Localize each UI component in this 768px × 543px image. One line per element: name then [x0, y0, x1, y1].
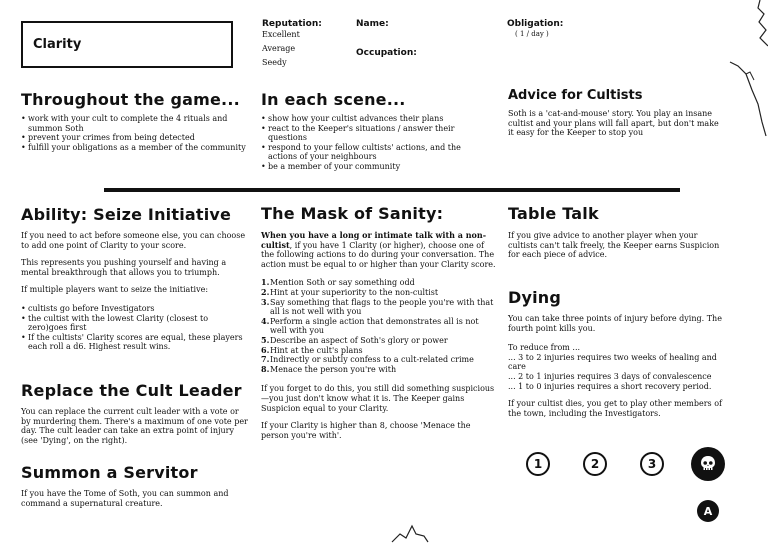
list-item: • respond to your fellow cultists' actions, and the actions of your neighbours [261, 143, 486, 162]
reputation-average[interactable]: Average [262, 44, 296, 53]
replace-title: Replace the Cult Leader [21, 381, 242, 400]
mask-intro [261, 231, 497, 269]
list-item: • If the cultists' Clarity scores are equal, these players each roll a d6. Highest result wins. [21, 333, 248, 352]
mask-action: 7. Indirectly or subtly confess to a cult-related crime [261, 354, 474, 365]
each-scene-list [261, 114, 486, 172]
throughout-title: Throughout the game... [21, 90, 240, 109]
table-talk-title: Table Talk [508, 204, 599, 223]
seize-p1: If you need to act before someone else, you can choose to add one point of Clarity to your score. [21, 231, 246, 250]
mask-action: 2. Hint at your superiority to the non-cultist [261, 286, 439, 297]
replace-text: You can replace the current cult leader with a vote or by murdering them. There's a maximum of one vote per day. The cult leader can take an extra point of injury (see 'Dying', on the right). [21, 407, 248, 445]
replace-section [21, 381, 248, 445]
dying-reduce-3: ... 1 to 0 injuries requires a short recovery period. [508, 381, 712, 391]
leader-extra-injury-box[interactable]: A [697, 500, 719, 522]
seize-p2: This represents you pushing yourself and having a mental breakthrough that allows you to triumph. [21, 258, 227, 277]
mask-intro-bold: When you have a long or intimate talk with a non-cultist [261, 230, 487, 250]
mask-action: 4. Perform a single action that demonstrates all is not well with you [261, 315, 479, 336]
injury-box-1[interactable]: 1 [526, 452, 550, 476]
obligation-label: Obligation: [507, 19, 564, 29]
throughout-list [21, 114, 246, 152]
list-item: • fulfill your obligations as a member of the community [21, 143, 246, 153]
dying-reduce-2: ... 2 to 1 injuries requires 3 days of convalescence [508, 371, 712, 381]
seize-title: Ability: Seize Initiative [21, 205, 232, 224]
list-item: • show how your cultist advances their plans [261, 114, 486, 124]
mask-title: The Mask of Sanity: [261, 204, 444, 223]
mask-action: 3. Say something that flags to the people you're with that all is not well with you [261, 296, 494, 317]
summon-text: If you have the Tome of Soth, you can summon and command a supernatural creature. [21, 489, 229, 508]
section-divider [104, 188, 680, 192]
reputation-block [262, 19, 322, 69]
list-item: • prevent your crimes from being detected [21, 133, 246, 143]
list-item: • cultists go before Investigators [21, 304, 248, 314]
injury-box-3[interactable]: 3 [640, 452, 664, 476]
seize-list [21, 304, 248, 352]
summon-title: Summon a Servitor [21, 463, 198, 482]
list-item: • the cultist with the lowest Clarity (closest to zero)goes first [21, 314, 248, 333]
dying-title: Dying [508, 288, 562, 307]
summon-section [21, 463, 248, 508]
mask-action-list [261, 278, 497, 374]
advice-title: Advice for Cultists [508, 88, 643, 103]
list-item: • be a member of your community [261, 162, 486, 172]
each-scene-title: In each scene... [261, 90, 406, 109]
each-scene-section [261, 90, 486, 172]
reputation-excellent[interactable]: Excellent [262, 30, 300, 39]
seize-section [21, 205, 248, 352]
mask-intro-rest: , if you have 1 Clarity (or higher), choose one of the following actions to do during your conversation. The action must be equal to or higher than your Clarity score. [261, 240, 496, 269]
torn-bottom-graphic [390, 522, 430, 543]
dying-section [508, 288, 728, 418]
obligation-block [507, 19, 563, 39]
reputation-seedy[interactable]: Seedy [262, 58, 287, 67]
obligation-rate: ( 1 / day ) [515, 30, 549, 38]
mask-action: 8. Menace the person you're with [261, 363, 397, 374]
mask-action: 1. Mention Soth or say something odd [261, 277, 415, 288]
skull-glyph [698, 454, 718, 474]
dying-reduce-1: ... 3 to 2 injuries requires two weeks of healing and care [508, 352, 717, 372]
table-talk-text: If you give advice to another player when your cultists can't talk freely, the Keeper earns Suspicion for each piece of advice. [508, 231, 720, 260]
reputation-label: Reputation: [262, 19, 322, 29]
list-item: • work with your cult to complete the 4 rituals and summon Soth [21, 114, 246, 133]
skull-icon[interactable] [691, 447, 725, 481]
dying-p3: If your cultist dies, you get to play other members of the town, including the Investigators. [508, 399, 722, 418]
list-item: • react to the Keeper's situations / answer their questions [261, 124, 486, 143]
name-label: Name: [356, 19, 389, 29]
mask-higher: If your Clarity is higher than 8, choose 'Menace the person you're with'. [261, 421, 471, 440]
clarity-box[interactable] [21, 21, 233, 68]
occupation-label: Occupation: [356, 48, 417, 58]
mask-action: 6. Hint at the cult's plans [261, 344, 363, 355]
mask-section [261, 204, 497, 440]
injury-box-2[interactable]: 2 [583, 452, 607, 476]
throughout-section [21, 90, 246, 152]
advice-section [508, 88, 723, 138]
advice-text: Soth is a 'cat-and-mouse' story. You play an insane cultist and your plans will fall apart, but don't make it easy for the Keeper to stop you [508, 109, 719, 138]
mask-action: 5. Describe an aspect of Soth's glory or power [261, 334, 448, 345]
clarity-label: Clarity [33, 37, 82, 52]
table-talk-section [508, 204, 728, 260]
mask-forget: If you forget to do this, you still did something suspicious—you just don't know what it is. The Keeper gains Suspicion equal to your Clarity. [261, 384, 495, 413]
dying-p1: You can take three points of injury before dying. The fourth point kills you. [508, 314, 722, 333]
dying-p2: To reduce from ... [508, 343, 581, 353]
seize-p3: If multiple players want to seize the initiative: [21, 285, 209, 295]
